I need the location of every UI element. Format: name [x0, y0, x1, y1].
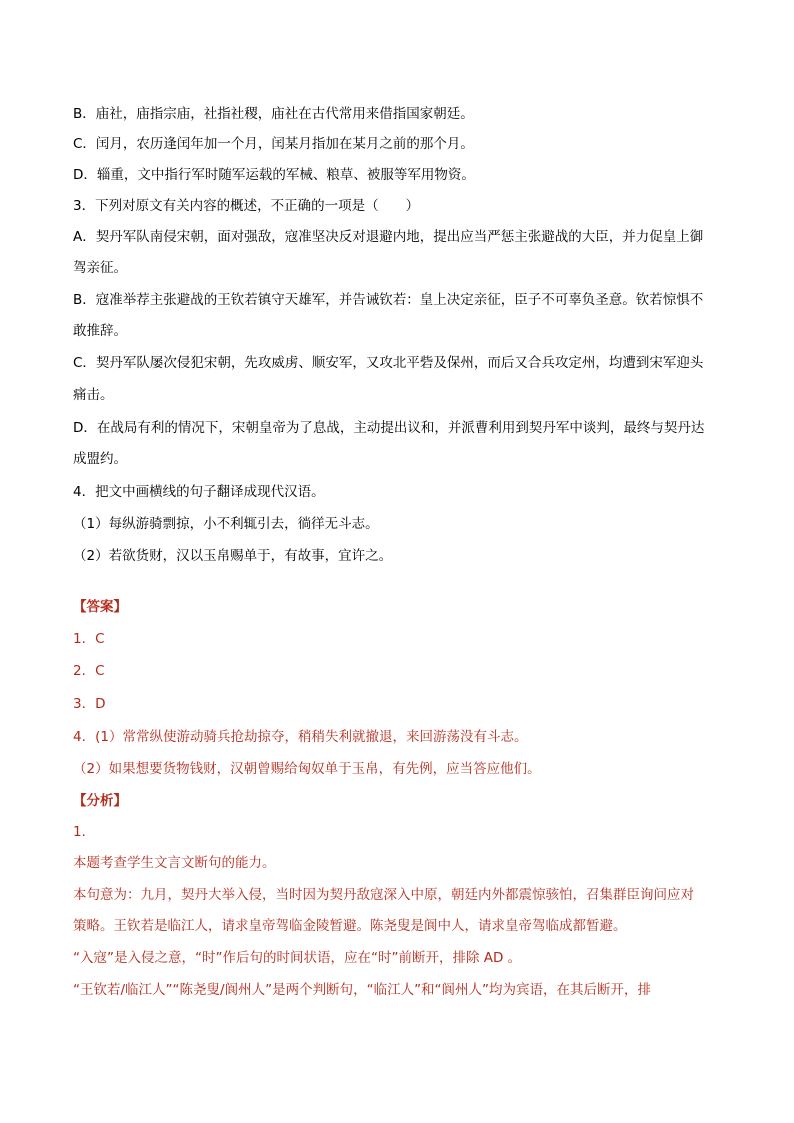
analysis-heading: 【分析】 — [73, 793, 127, 809]
analysis-paragraph-1: 本题考查学生文言文断句的能力。 — [73, 855, 276, 871]
question-3-option-b-line1: B．寇准举荐主张避战的王钦若镇守天雄军，并告诫钦若：皇上决定亲征，臣子不可辜负圣意。钦若惊惧不 — [73, 292, 704, 308]
answer-1: 1．C — [73, 631, 105, 647]
question-3-option-a-line1: A．契丹军队南侵宋朝，面对强敌，寇准坚决反对退避内地，提出应当严惩主张避战的大臣，并力促皇上御 — [73, 229, 704, 245]
answer-heading: 【答案】 — [73, 599, 127, 615]
question-3-stem: 3．下列对原文有关内容的概述，不正确的一项是（ ） — [73, 198, 420, 214]
analysis-paragraph-2-line2: 策略。王钦若是临江人，请求皇帝驾临金陵暂避。陈尧叟是阆中人，请求皇帝驾临成都暂避。 — [73, 918, 627, 934]
analysis-paragraph-2-line1: 本句意为：九月，契丹大举入侵，当时因为契丹敌寇深入中原，朝廷内外都震惊骇怕，召集群臣询问应对 — [73, 887, 694, 903]
question-3-option-d-line1: D．在战局有利的情况下，宋朝皇帝为了息战，主动提出议和，并派曹利用到契丹军中谈判，最终与契丹达 — [73, 420, 705, 436]
option-2d: D．辎重，文中指行军时随军运载的军械、粮草、被服等军用物资。 — [73, 167, 475, 183]
question-4-item-2: （2）若欲货财，汉以玉帛赐单于，有故事，宜许之。 — [73, 548, 393, 564]
question-3-option-d-line2: 成盟约。 — [73, 451, 127, 467]
analysis-paragraph-4: “王钦若/临江人”“陈尧叟/阆州人”是两个判断句，“临江人”和“阆州人”均为宾语，在其后断开，排 — [73, 982, 652, 998]
question-3-option-c-line2: 痛击。 — [73, 387, 114, 403]
option-2b: B．庙社，庙指宗庙，社指社稷，庙社在古代常用来借指国家朝廷。 — [73, 106, 474, 122]
analysis-number-1: 1． — [73, 824, 96, 840]
question-3-option-a-line2: 驾亲征。 — [73, 260, 127, 276]
question-3-option-b-line2: 敢推辞。 — [73, 323, 127, 339]
analysis-paragraph-3: “入寇”是入侵之意，“时”作后句的时间状语，应在“时”前断开，排除 AD 。 — [73, 950, 522, 966]
answer-3: 3．D — [73, 696, 106, 712]
answer-2: 2．C — [73, 663, 105, 679]
question-3-option-c-line1: C．契丹军队屡次侵犯宋朝，先攻威虏、顺安军，又攻北平砦及保州，而后又合兵攻定州，均遭到宋军迎头 — [73, 355, 704, 371]
question-4-item-1: （1）每纵游骑剽掠，小不利辄引去，徜徉无斗志。 — [73, 516, 379, 532]
question-4-stem: 4．把文中画横线的句子翻译成现代汉语。 — [73, 484, 325, 500]
option-2c: C．闰月，农历逢闰年加一个月，闰某月指加在某月之前的那个月。 — [73, 136, 474, 152]
answer-4-item-2: （2）如果想要货物钱财，汉朝曾赐给匈奴单于玉帛，有先例，应当答应他们。 — [73, 761, 541, 777]
answer-4-item-1: 4．(1）常常纵使游动骑兵抢劫掠夺，稍稍失利就撤退，来回游荡没有斗志。 — [73, 729, 528, 745]
